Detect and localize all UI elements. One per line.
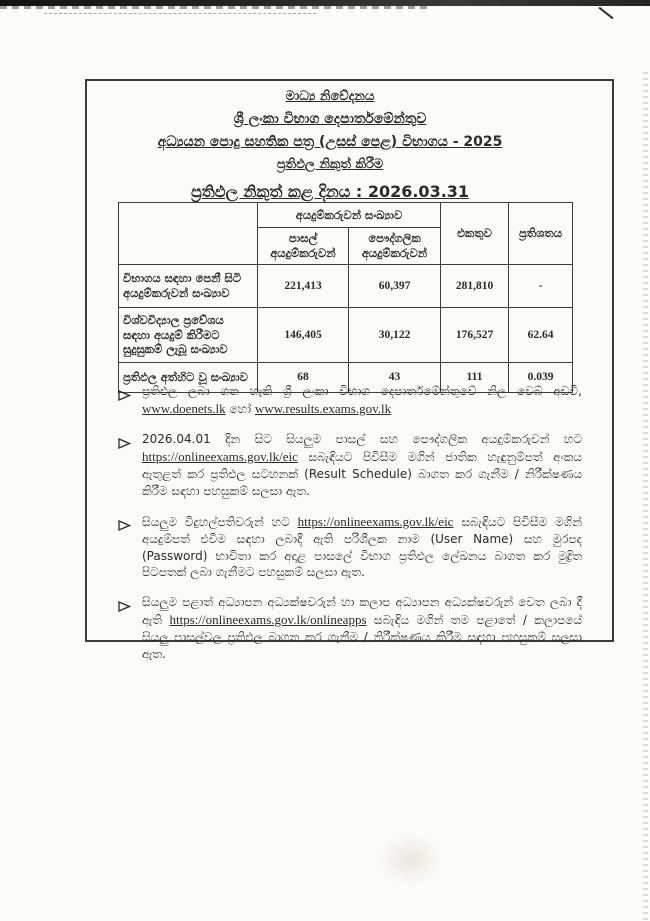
header-school-applicants: පාසල් අයදුම්කරුවන් (258, 228, 349, 265)
school-count: 221,413 (258, 265, 349, 308)
header-empty-cell (119, 203, 258, 265)
onlineexams-onlineapps-url-link[interactable]: https://onlineexams.gov.lk/onlineapps (169, 611, 367, 627)
total-count: 176,527 (441, 308, 509, 363)
school-count: 68 (258, 363, 349, 393)
table-header-row-1 (119, 203, 573, 228)
private-count: 60,397 (349, 265, 441, 308)
bullet-text (142, 383, 582, 418)
arrow-bullet-icon (118, 594, 133, 616)
row-label: ප්‍රතිඵල අත්හිට වූ සංඛ්‍යාව (119, 363, 258, 393)
bullet-segment: සබැඳියට පිවිසීම මගින් ජාතික හැඳුනුම්පත් අංකය ඇතුළත් කර ප්‍රතිඵල සටහනක් (Result Schedule) බාගත කර ගැනීම / නිරීක්ෂණය කිරීම සඳහා පහසුකම් සලසා ඇත. (142, 449, 582, 498)
title-media-release: මාධ්‍ය නිවේදනය (285, 89, 375, 104)
row-label: විශ්වවිද්‍යාල ප්‍රවේශය සඳහා අයදුම් කිරීමට සුදුසුකම් ලැබූ සංඛ්‍යාව (119, 308, 258, 363)
arrow-bullet-icon (118, 431, 133, 453)
results-exams-url-link[interactable]: www.results.exams.gov.lk (254, 400, 392, 416)
scan-noise-dashed-line (44, 13, 316, 14)
header-private-applicants: පෞද්ගලික අයදුම්කරුවන් (349, 228, 441, 265)
arrow-bullet-icon (118, 513, 133, 535)
bullet-principals-login (118, 513, 582, 582)
header-applicants-count: අයදුම්කරුවන් සංඛ්‍යාව (258, 203, 441, 228)
row-label: විභාගය සඳහා පෙනී සිටි අයදුම්කරුවන් සංඛ්‍යාව (119, 265, 258, 308)
arrow-bullet-icon (118, 383, 133, 405)
title-results-release: ප්‍රතිඵල නිකුත් කිරීම (276, 157, 384, 172)
private-count: 43 (349, 363, 441, 393)
percentage-value: 62.64 (509, 308, 573, 363)
table-row-university-eligible (119, 308, 573, 363)
total-count: 111 (441, 363, 509, 393)
bullet-segment: 2026.04.01 දින සිට සියලුම පාසල් සහ පෞද්ගලික අයදුම්කරුවන් හට (142, 431, 582, 446)
results-release-date: ප්‍රතිඵල නිකුත් කළ දිනය : 2026.03.31 (190, 182, 470, 201)
percentage-value: 0.039 (509, 363, 573, 393)
bullet-segment: ප්‍රතිඵල ලබා ගත හැකි ශ්‍රී ලංකා විභාග දෙපාර්තමේන්තුවේ නිල වෙබ් අඩවි, (142, 384, 582, 398)
table-row-sat-for-exam (119, 265, 573, 308)
bullet-segment: සියලුම පළාත් අධ්‍යාපන අධ්‍යක්ෂවරුන් හා කලාප අධ්‍යාපන අධ්‍යක්ෂවරුන් වෙත ලබා දී ඇති (142, 595, 582, 627)
bullet-text (142, 431, 582, 500)
notice-border-box (85, 79, 614, 661)
bullet-segment: සියලුම විදුහල්පතිවරුන් හට (142, 514, 298, 529)
scan-noise-right-edge (643, 72, 648, 921)
scan-pen-mark (598, 7, 613, 20)
results-table (118, 202, 573, 393)
bullet-text (142, 513, 582, 582)
school-count: 146,405 (258, 308, 349, 363)
bullet-education-directors-access (118, 594, 582, 663)
bullet-text (142, 594, 582, 663)
title-exam: අධ්‍යයන පොදු සහතික පත්‍ර (උසස් පෙළ) විභාගය - 2025 (157, 134, 503, 150)
bullet-segment: හෝ (225, 401, 255, 416)
title-department: ශ්‍රී ලංකා විභාග දෙපාර්තමේන්තුව (233, 111, 427, 127)
bullet-segment: සබැඳියට පිවිසීම මගින් අයදුම්පත් එවීම සඳහා ලබාදී ඇති පරිශීලක නාම (User Name) සහ මුරපද (Password) භාවිතා කර අදාළ පාසලේ විභාග ප්‍රතිඵල ලේඛනය බාගත කර මුද්‍රිත පිටපතක් ලබා ගැනීමට පහසුකම් සලසා ඇත. (142, 514, 582, 580)
percentage-value: - (509, 265, 573, 308)
notice-headings (87, 89, 573, 209)
header-total: එකතුව (441, 203, 509, 265)
private-count: 30,122 (349, 308, 441, 363)
bullet-result-schedule-download (118, 431, 582, 500)
notice-bullet-list (118, 383, 582, 676)
onlineexams-eic-url-link[interactable]: https://onlineexams.gov.lk/eic (142, 448, 298, 464)
doenets-url-link[interactable]: www.doenets.lk (142, 400, 226, 416)
scan-smudge (378, 833, 442, 887)
scan-speckles (0, 0, 2, 2)
header-percentage: ප්‍රතිශතය (509, 203, 573, 265)
bullet-results-websites (118, 383, 582, 418)
onlineexams-eic-url-link[interactable]: https://onlineexams.gov.lk/eic (297, 513, 454, 529)
bullet-segment: සබැඳිය මගින් තම පළාතේ / කලාපයේ සියලු පාසල්වල ප්‍රතිඵල බාගත කර ගැනීම / නිරීක්ෂණය කිරීම සඳහා පහසුකම් සලසා ඇත. (142, 612, 582, 661)
total-count: 281,810 (441, 265, 509, 308)
scan-noise-top-band-secondary (0, 6, 430, 9)
